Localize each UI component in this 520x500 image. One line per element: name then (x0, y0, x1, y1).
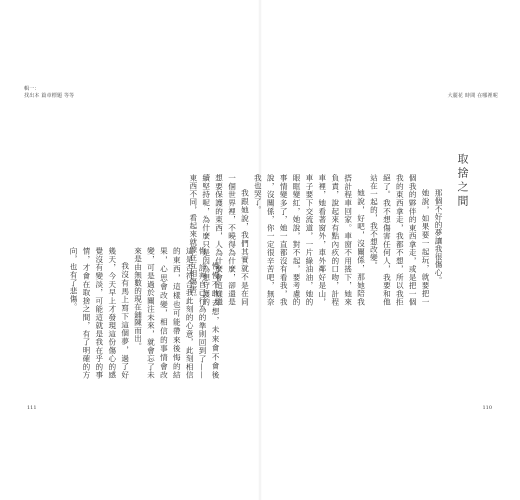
paragraph: 她說，好吧，沒關係，那她陪我搭計程車回家。車窗不用搖下，她來負責，說起來有點內疚的口吻，計程車裡，她看著窗外，車外鄰好是山，車子要下交流道，一片綠油油，她的眼眶變紅，她說，對不起，要考慮的事情變多了，她一直都沒有看我，我說，沒關係，你一定很辛苦吧，無奈我也哭了。 (253, 174, 366, 306)
paragraph: 她說，如果要一起玩，就要把一個我的夥伴的東西拿走，或是把一個我的東西拿走，我都不想，所以我拒絕了。我不想傷害任何人，我要和他站在一起的，我不想改變。 (369, 174, 431, 306)
running-header-left (24, 86, 74, 100)
paragraph: 慢慢不敢去想，未來會不會後悔，評判自己行為的準則回到了——這是否符合我此刻的心意，此刻相信的東西，這樣也可能帶來後悔的結果，心思會改變，相信的事情會改變，可是過於關注未來，就會忘了未來是由無數的現在鋪陳而出。 (133, 247, 220, 379)
page-number-right: 110 (482, 405, 492, 411)
running-header-right: 大麗花 時間 在哪裡呢 (447, 93, 498, 99)
paragraph: 我跟她說，我們其實就不是在同一個世界裡，不曉得為什麼，卻還是想要保護的東西，人為什麼會這樣繼續堅持呢，為什麼只是因為想守護的東西不同，看起來就像在互相傷害。 (188, 174, 250, 306)
paragraph: 我沒有馬上寫下這個夢，過了好幾天，今天早上才發現這份傷心的感覺沒有變淡，可能這就是我在乎的事情，才會在取捨之間，有了明確的方向，也有了悲傷。 (69, 247, 130, 379)
running-header-left-line2: 找出本 篇章標題 等等 (24, 93, 75, 99)
chapter-title: 取捨之間 (456, 153, 469, 209)
left-page-body (69, 247, 221, 379)
running-header-left-line1: 輯一： (24, 86, 40, 92)
page-number-left: 111 (27, 405, 37, 411)
paragraph: 那個不好的夢讓我很傷心。 (434, 189, 443, 285)
right-page-body (188, 174, 444, 306)
